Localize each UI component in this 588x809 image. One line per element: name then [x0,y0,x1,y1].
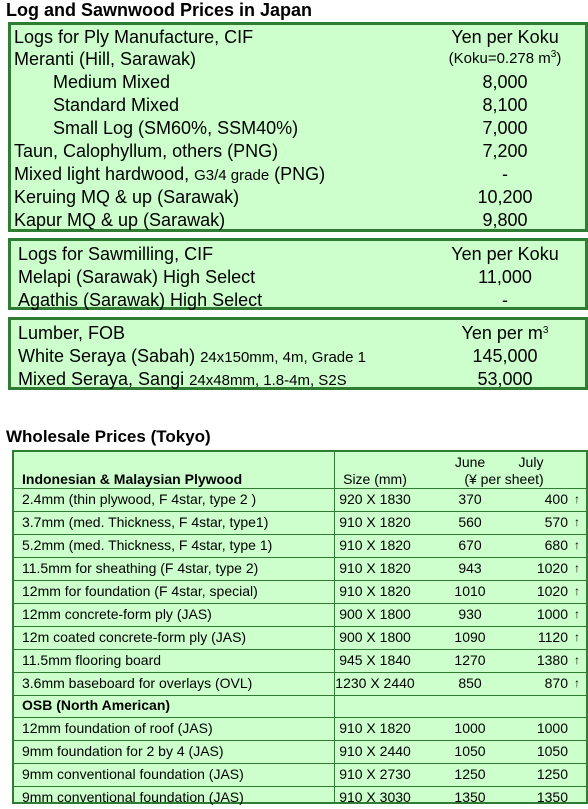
up-arrow-icon: ↑ [574,607,580,621]
row-description: 12mm for foundation (F 4star, special) [22,583,258,599]
row-description: 11.5mm flooring board [22,652,162,668]
june-header: June [454,454,486,470]
row-description: 12m coated concrete-form ply (JAS) [22,629,247,645]
row-description: 12mm concrete-form ply (JAS) [22,606,212,622]
table-row [14,488,586,512]
row-june-price: 850 [458,675,482,691]
ply-row-label: Kapur MQ & up (Sarawak) [14,210,226,230]
saw-row-label: Agathis (Sarawak) High Select [18,290,263,310]
lumber-row-label: White Seraya (Sabah) 24x150mm, 4m, Grade 1 [18,346,367,366]
lumber-box [8,317,588,390]
row-july-price: 1120 [537,629,568,645]
row-july-price: 1000 [536,720,568,736]
ply-row-value: 8,100 [482,95,528,115]
row-july-price: 400 [544,491,568,507]
ply-row-label: Medium Mixed [53,72,171,92]
lumber-row-value: 145,000 [472,346,538,366]
ply-header: Logs for Ply Manufacture, CIF [14,27,254,47]
ply-row-value: 8,000 [482,72,528,92]
table-row [14,511,586,535]
row-july-price: 1020 [536,560,568,576]
row-description: 5.2mm (med. Thickness, F 4star, type 1) [22,537,273,553]
row-size: 910 X 3030 [339,789,411,805]
row-size: 910 X 1820 [339,537,411,553]
row-june-price: 943 [458,560,482,576]
row-size: 910 X 2440 [339,743,411,759]
row-size: 910 X 1820 [339,560,411,576]
row-july-price: 1020 [536,583,568,599]
table-row [14,649,586,673]
row-july-price: 1380 [536,652,568,668]
ply-row-value: - [502,164,508,184]
row-description: 9mm foundation for 2 by 4 (JAS) [22,743,224,759]
size-header: Size (mm) [343,471,407,487]
ply-row-label: Keruing MQ & up (Sarawak) [14,187,240,207]
table-row [14,740,586,764]
lumber-row-label: Mixed Seraya, Sangi 24x48mm, 1.8-4m, S2S [18,369,347,389]
saw-logs-box [8,238,588,310]
page-title: Log and Sawnwood Prices in Japan [6,0,313,20]
ply-row-label: Standard Mixed [53,95,180,115]
saw-row-value: - [502,290,508,310]
row-june-price: 1250 [454,766,486,782]
table-row [14,603,586,627]
table-row [14,672,586,696]
table-row [14,786,586,809]
row-july-price: 1350 [536,789,568,805]
row-size: 910 X 1820 [339,720,411,736]
lumber-row-value: 53,000 [477,369,533,389]
row-size: 910 X 1820 [339,583,411,599]
wholesale-table [12,450,588,804]
row-july-price: 570 [544,514,568,530]
row-june-price: 1350 [454,789,486,805]
table-row [14,580,586,604]
ply-row-value: 10,200 [477,187,533,207]
lumber-unit: Yen per $m^3$ [461,323,549,343]
row-july-price: 870 [544,675,568,691]
row-size: 920 X 1830 [339,491,411,507]
row-description: 12mm foundation of roof (JAS) [22,720,213,736]
july-header: July [518,454,544,470]
ply-row-label: Taun, Calophyllum, others (PNG) [14,141,279,161]
row-description: 9mm conventional foundation (JAS) [22,766,244,782]
table-header [14,452,586,489]
row-june-price: 670 [458,537,482,553]
row-june-price: 560 [458,514,482,530]
table-row [14,763,586,787]
ply-row-value: 7,200 [482,141,528,161]
ply-row-label: Small Log (SM60%, SSM40%) [53,118,299,138]
row-june-price: 930 [458,606,482,622]
row-june-price: 1000 [454,720,486,736]
ply-row-value: 7,000 [482,118,528,138]
ply-row-label: Mixed light hardwood, G3/4 grade (PNG) [14,164,326,184]
ply-subheader: Meranti (Hill, Sarawak) [14,49,197,69]
row-june-price: 1010 [454,583,486,599]
osb-group-header [14,694,586,718]
row-size: 910 X 2730 [339,766,411,782]
ply-row-value: 9,800 [482,210,528,230]
up-arrow-icon: ↑ [574,492,580,506]
wholesale-title: Wholesale Prices (Tokyo) [6,427,211,446]
row-july-price: 1050 [536,743,568,759]
row-size: 900 X 1800 [339,606,411,622]
up-arrow-icon: ↑ [574,515,580,529]
row-june-price: 1050 [454,743,486,759]
ply-unit: Yen per Koku [451,27,559,47]
ply-logs-box [8,22,588,232]
row-july-price: 1250 [536,766,568,782]
table-row [14,557,586,581]
row-description: 11.5mm for sheathing (F 4star, type 2) [22,560,259,576]
row-size: 945 X 1840 [339,652,411,668]
row-description: 3.6mm baseboard for overlays (OVL) [22,675,253,691]
row-description: 2.4mm (thin plywood, F 4star, type 2 ) [22,491,257,507]
up-arrow-icon: ↑ [574,653,580,667]
row-june-price: 1270 [454,652,486,668]
row-june-price: 370 [458,491,482,507]
saw-row-label: Melapi (Sarawak) High Select [18,267,256,287]
row-description: 9mm conventional foundation (JAS) [22,789,244,805]
saw-unit: Yen per Koku [451,244,559,264]
row-july-price: 680 [544,537,568,553]
lumber-header: Lumber, FOB [18,323,126,343]
row-size: 910 X 1820 [339,514,411,530]
up-arrow-icon: ↑ [574,538,580,552]
saw-row-value: 11,000 [478,267,532,287]
group-header: Indonesian & Malaysian Plywood [22,471,243,487]
up-arrow-icon: ↑ [574,584,580,598]
ply-subunit: (Koku=0.278 $m^3$) [448,49,562,67]
table-row [14,717,586,741]
row-description: 3.7mm (med. Thickness, F 4star, type1) [22,514,269,530]
up-arrow-icon: ↑ [574,561,580,575]
up-arrow-icon: ↑ [574,630,580,644]
up-arrow-icon: ↑ [574,676,580,690]
table-row [14,534,586,558]
saw-header: Logs for Sawmilling, CIF [18,244,214,264]
row-june-price: 1090 [454,629,486,645]
osb-group-label: OSB (North American) [22,697,171,713]
row-size: 1230 X 2440 [335,675,415,691]
unit-header: (¥ per sheet) [464,471,544,487]
row-july-price: 1000 [536,606,568,622]
row-size: 900 X 1800 [339,629,411,645]
table-row [14,626,586,650]
